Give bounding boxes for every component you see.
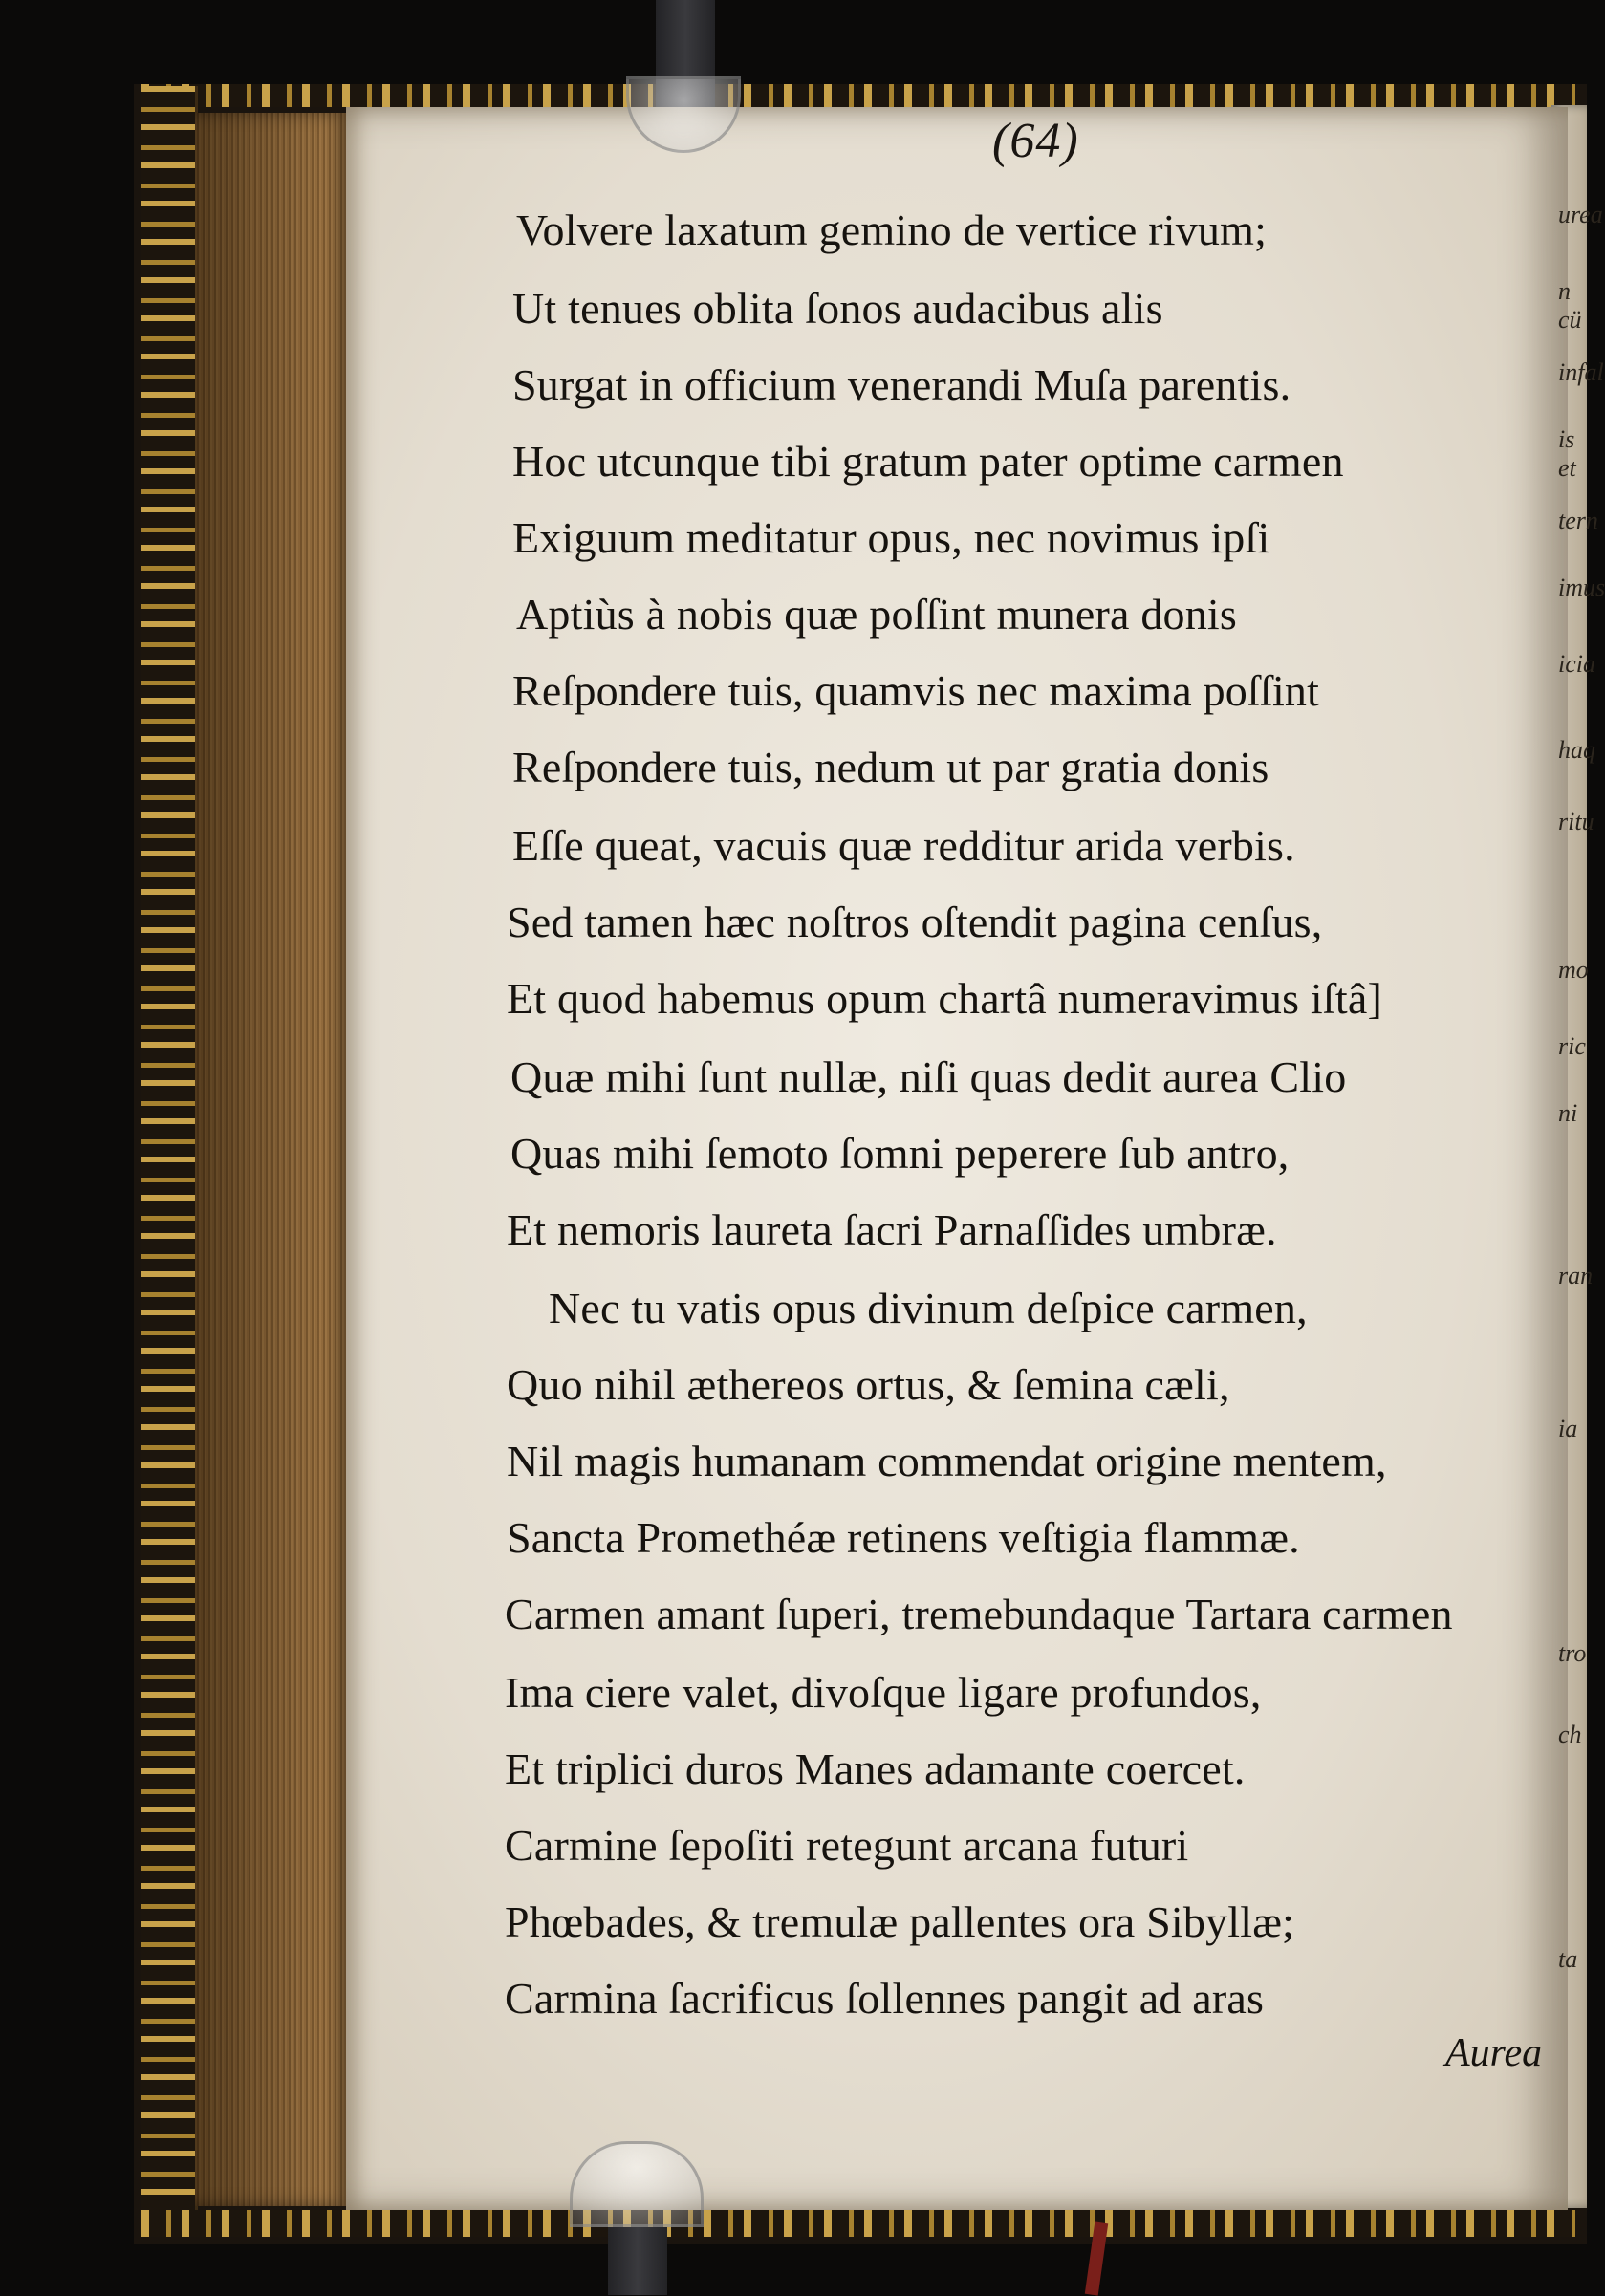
verse-line: Eſſe queat, vacuis quæ redditur arida verbis. [512,821,1295,870]
edge-fragment: is et [1558,425,1576,482]
verse-line: Carmen amant ſuperi, tremebundaque Tartara carmen [505,1590,1453,1638]
verse-line: Reſpondere tuis, quamvis nec maxima poſſint [512,666,1320,715]
edge-fragment: imus [1558,574,1605,601]
edge-fragment: ch [1558,1721,1582,1748]
verse-line: Ut tenues oblita ſonos audacibus alis [512,284,1163,333]
edge-fragment: ric [1558,1032,1586,1060]
verse-line: Carmine ſepoſiti retegunt arcana futuri [505,1821,1189,1870]
verse-line: Volvere laxatum gemino de vertice rivum; [516,206,1268,254]
edge-fragment: tro [1558,1639,1587,1667]
verse-line: Ima ciere valet, divoſque ligare profundos, [505,1668,1262,1717]
edge-fragment: urea [1558,201,1603,228]
verse-line: Et quod habemus opum chartâ numeravimus iſtâ] [507,974,1382,1023]
verse-line: Nec tu vatis opus divinum deſpice carmen, [549,1284,1308,1332]
verse-line: Nil magis humanam commendat origine mentem, [507,1437,1387,1485]
verse-line: Quo nihil æthereos ortus, & ſemina cæli, [507,1360,1230,1409]
page-fore-edge [195,113,348,2206]
gilt-border-left [141,86,198,2237]
verse-line: Et nemoris laureta ſacri Parnaſſides umbræ. [507,1205,1277,1254]
verse-line: Carmina ſacrificus ſollennes pangit ad aras [505,1974,1265,2023]
clip-strap-bottom [608,2227,667,2295]
edge-fragment: ritu [1558,808,1594,835]
gilt-border-bottom [141,2210,1575,2237]
verse-line: Et triplici duros Manes adamante coercet. [505,1744,1246,1793]
edge-fragment: ran [1558,1262,1594,1289]
verse-line: Aptiùs à nobis quæ poſſint munera donis [516,590,1237,639]
verse-line: Hoc utcunque tibi gratum pater optime carmen [512,437,1344,486]
verse-line: Surgat in officium venerandi Muſa parentis. [512,360,1291,409]
edge-fragment: infal [1558,358,1604,386]
edge-fragment: mo [1558,956,1589,984]
edge-fragment: ta [1558,1945,1578,1973]
verse-line: Sancta Promethéæ retinens veſtigia flammæ. [507,1513,1300,1562]
gilt-border-top [141,84,1575,107]
verse-line: Exiguum meditatur opus, nec novimus ipſi [512,513,1270,562]
verse-line: Phœbades, & tremulæ pallentes ora Sibyllæ; [505,1897,1295,1946]
verse-line: Reſpondere tuis, nedum ut par gratia donis [512,743,1269,791]
verse-line: Sed tamen hæc noſtros oſtendit pagina cenſus, [507,898,1323,946]
edge-fragment: tern [1558,507,1598,534]
catchword: Aurea [1445,2031,1543,2075]
verse-line: Quæ mihi ſunt nullæ, niſi quas dedit aurea Clio [510,1052,1347,1101]
edge-fragment: icia [1558,650,1595,678]
edge-fragment: n cü [1558,277,1582,334]
edge-fragment: haq [1558,736,1595,764]
page-clip-bottom [570,2141,704,2227]
verse-line: Quas mihi ſemoto ſomni peperere ſub antro, [510,1129,1290,1178]
page-number: (64) [992,114,1079,168]
edge-fragment: ia [1558,1415,1578,1442]
edge-fragment: ni [1558,1099,1578,1127]
